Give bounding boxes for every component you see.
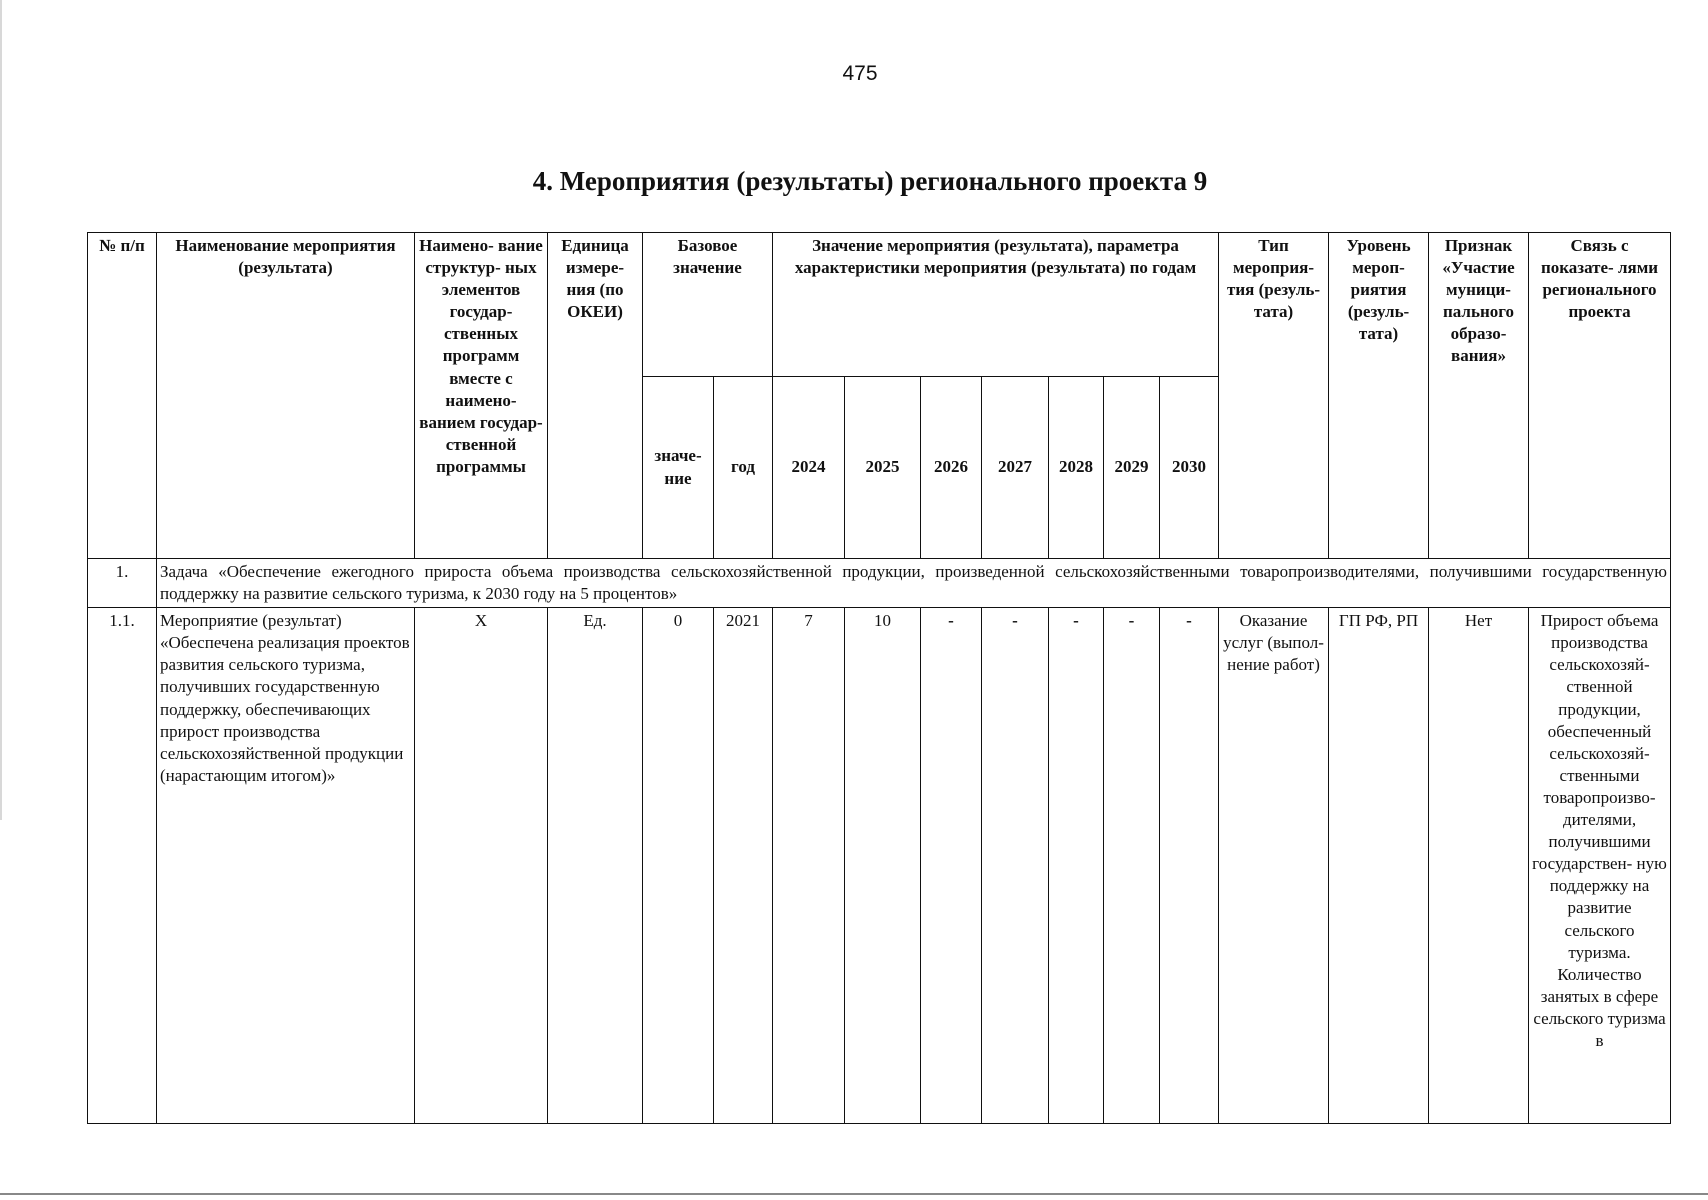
- task-number: 1.: [88, 559, 157, 608]
- scan-bottom-line: [0, 1193, 1708, 1195]
- task-text: Задача «Обеспечение ежегодного прироста объема производства сельскохозяйственной продукции, произведенной сельскохозяйственными товаропроизводителями, получившими государственную поддержку на развитие сельского туризма, к 2030 году на 5 процентов»: [157, 559, 1671, 608]
- col-header-year: 2025: [845, 377, 921, 559]
- header-row-top: [88, 233, 1671, 377]
- row-value-2026: -: [921, 608, 982, 1124]
- scan-edge-line: [0, 0, 2, 820]
- row-name: Мероприятие (результат) «Обеспечена реализация проектов развития сельского туризма, получивших государственную поддержку, обеспечивающих прирост производства сельскохозяйственной продукции (нарастающим итогом)»: [157, 608, 415, 1124]
- col-header-type: Тип мероприя- тия (резуль- тата): [1219, 233, 1329, 559]
- col-header-name: Наименование мероприятия (результата): [157, 233, 415, 559]
- col-header-structural-elements: Наимено- вание структур- ных элементов государ- ственных программ вместе с наимено- ванием государ- ственной программы: [415, 233, 548, 559]
- col-header-base: Базовое значение: [643, 233, 773, 377]
- table-row: [88, 608, 1671, 1124]
- col-header-unit: Единица измере- ния (по ОКЕИ): [548, 233, 643, 559]
- col-header-municipal-sign: Признак «Участие муници- пального образо- вания»: [1429, 233, 1529, 559]
- row-value-2028: -: [1049, 608, 1104, 1124]
- row-value-2024: 7: [773, 608, 845, 1124]
- col-header-year: 2029: [1104, 377, 1160, 559]
- row-value-2027: -: [982, 608, 1049, 1124]
- row-link: Прирост объема производства сельскохозяй- ственной продукции, обеспеченный сельскохозяй- ственными товаропроизво- дителями, получившими государствен- ную поддержку на развитие сельского туризма. Количество занятых в сфере сельского туризма в: [1529, 608, 1671, 1124]
- col-header-year: 2026: [921, 377, 982, 559]
- col-header-year: 2027: [982, 377, 1049, 559]
- task-row: [88, 559, 1671, 608]
- row-value-2025: 10: [845, 608, 921, 1124]
- row-base-year: 2021: [714, 608, 773, 1124]
- row-level: ГП РФ, РП: [1329, 608, 1429, 1124]
- col-header-level: Уровень мероп- риятия (резуль- тата): [1329, 233, 1429, 559]
- col-header-year: 2030: [1160, 377, 1219, 559]
- col-header-year: 2024: [773, 377, 845, 559]
- page-number: 475: [842, 62, 878, 85]
- row-value-2030: -: [1160, 608, 1219, 1124]
- col-header-base-value: значе- ние: [643, 377, 714, 559]
- row-value-2029: -: [1104, 608, 1160, 1124]
- col-header-year: 2028: [1049, 377, 1104, 559]
- row-municipal-sign: Нет: [1429, 608, 1529, 1124]
- row-base-value: 0: [643, 608, 714, 1124]
- row-structural-elements: Х: [415, 608, 548, 1124]
- page-title: 4. Мероприятия (результаты) регионального проекта 9: [532, 166, 1208, 196]
- row-type: Оказание услуг (выпол- нение работ): [1219, 608, 1329, 1124]
- col-header-link: Связь с показате- лями регионального проекта: [1529, 233, 1671, 559]
- col-header-num: № п/п: [88, 233, 157, 559]
- row-unit: Ед.: [548, 608, 643, 1124]
- row-number: 1.1.: [88, 608, 157, 1124]
- col-header-base-year: год: [714, 377, 773, 559]
- col-header-values-by-year: Значение мероприятия (результата), параметра характеристики мероприятия (результата) по годам: [773, 233, 1219, 377]
- results-table: [87, 232, 1671, 1124]
